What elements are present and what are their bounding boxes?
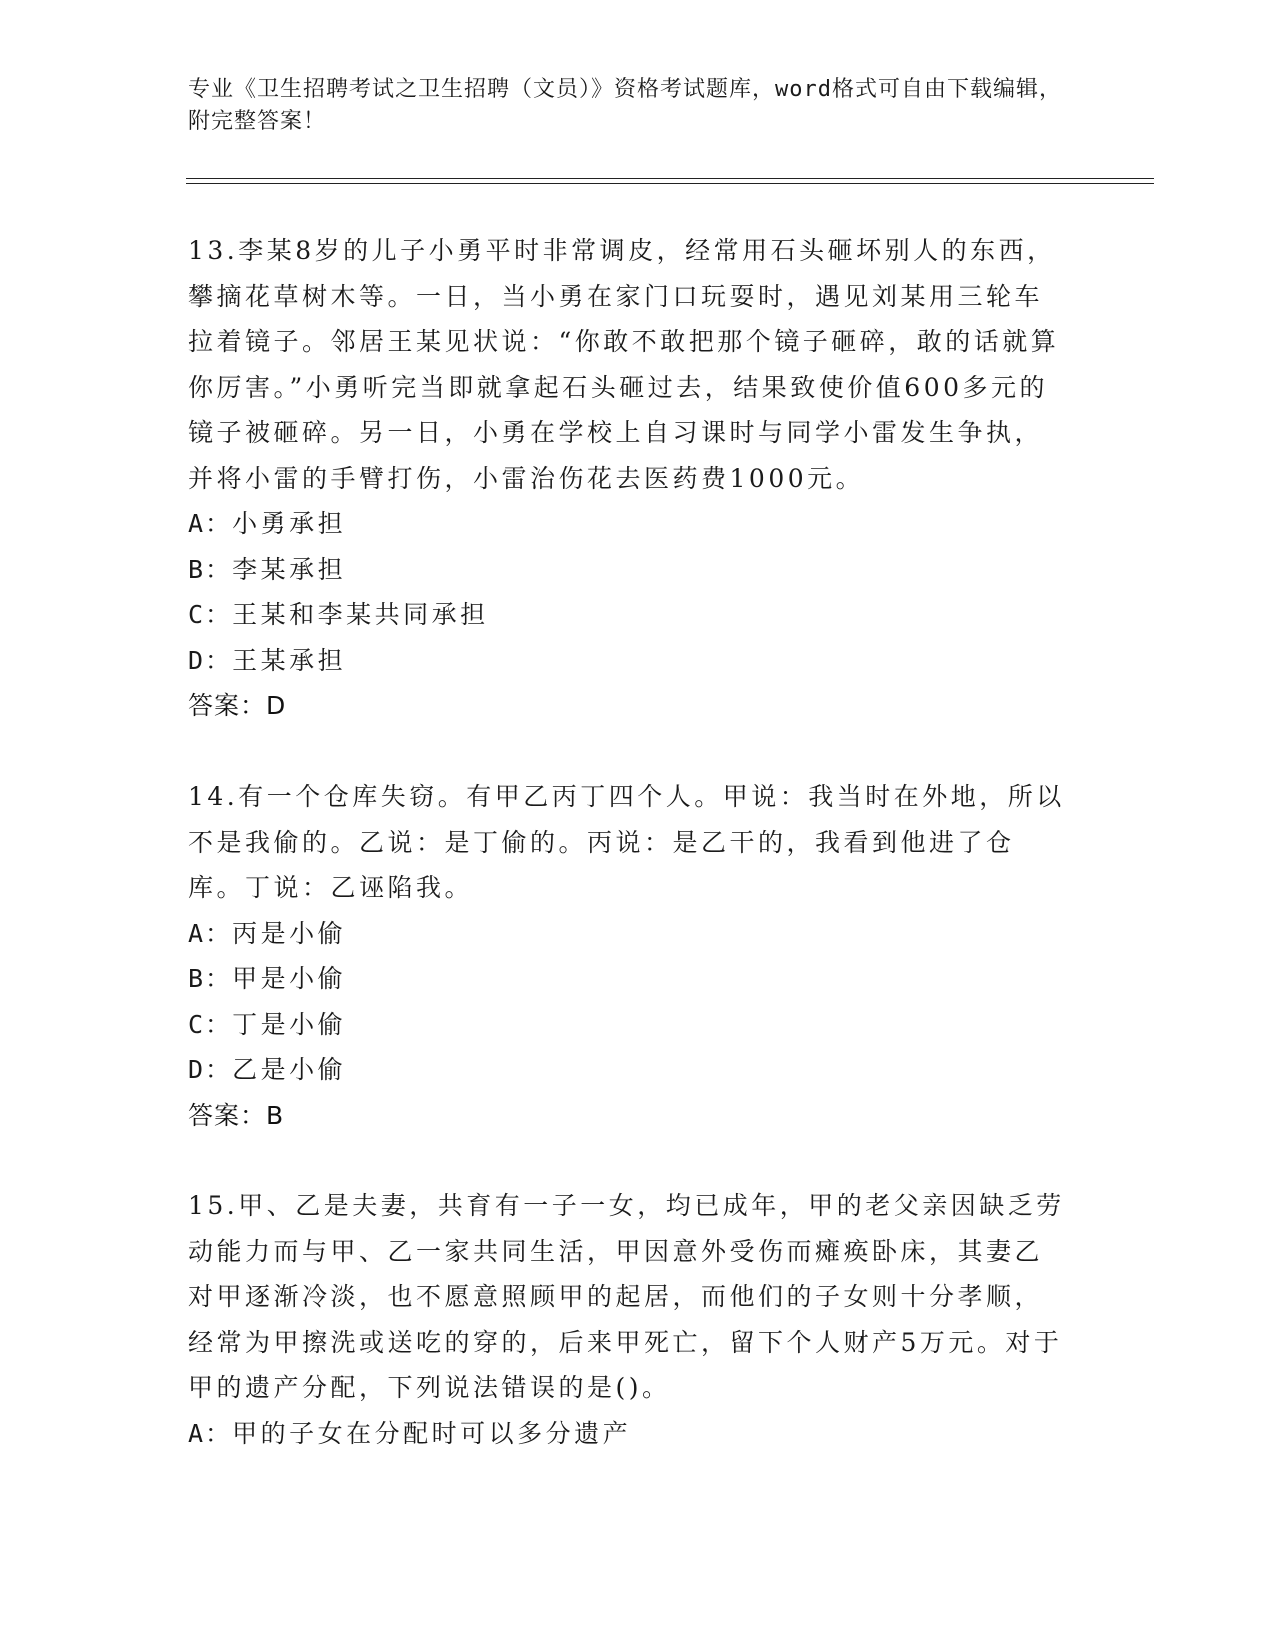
option-text: 丙是小偷 [232, 918, 347, 948]
question-14 [188, 774, 1068, 1138]
option-key: B： [188, 964, 233, 993]
answer-line: 答案：D [188, 691, 287, 720]
option-d [188, 638, 1068, 684]
option-a [188, 911, 1068, 957]
option-key: B： [188, 554, 233, 584]
question-13 [188, 228, 1068, 729]
question-stem: 13.李某8岁的儿子小勇平时非常调皮，经常用石头砸坏别人的东西，攀摘花草树木等。一日，当小勇在家门口玩耍时，遇见刘某用三轮车拉着镜子。邻居王某见状说：“你敢不敢把那个镜子砸碎，敢的话就算你厉害。”小勇听完当即就拿起石头砸过去，结果致使价值600多元的镜子被砸碎。另一日，小勇在学校上自习课时与同学小雷发生争执，并将小雷的手臂打伤，小雷治伤花去医药费1000元。 [188, 236, 1060, 493]
option-key: C： [188, 600, 233, 629]
option-key: A： [188, 509, 233, 538]
option-text: 李某承担 [232, 554, 347, 584]
option-text: 甲的子女在分配时可以多分遗产 [232, 1418, 632, 1448]
answer-line: 答案：B [188, 1100, 285, 1130]
header-divider [186, 178, 1154, 184]
option-key: D： [188, 1055, 233, 1084]
option-b [188, 956, 1068, 1002]
option-b [188, 547, 1068, 593]
option-c [188, 592, 1068, 638]
option-text: 甲是小偷 [232, 964, 347, 993]
option-key: D： [188, 645, 233, 675]
question-stem: 15.甲、乙是夫妻，共育有一子一女，均已成年，甲的老父亲因缺乏劳动能力而与甲、乙一家共同生活，甲因意外受伤而瘫痪卧床，其妻乙对甲逐渐冷淡，也不愿意照顾甲的起居，而他们的子女则十分孝顺，经常为甲擦洗或送吃的穿的，后来甲死亡，留下个人财产5万元。对于甲的遗产分配，下列说法错误的是()。 [188, 1191, 1065, 1402]
question-stem: 14.有一个仓库失窃。有甲乙丙丁四个人。甲说：我当时在外地，所以不是我偷的。乙说：是丁偷的。丙说：是乙干的，我看到他进了仓库。丁说：乙诬陷我。 [188, 782, 1065, 902]
document-header: 专业《卫生招聘考试之卫生招聘（文员）》资格考试题库，word格式可自由下载编辑，附完整答案！ [188, 77, 1062, 134]
option-a [188, 501, 1068, 547]
option-text: 王某承担 [232, 645, 347, 675]
option-a [188, 1411, 1068, 1457]
option-text: 丁是小偷 [232, 1009, 347, 1039]
option-text: 王某和李某共同承担 [232, 600, 489, 629]
option-key: C： [188, 1009, 233, 1039]
option-text: 乙是小偷 [232, 1055, 347, 1084]
option-key: A： [188, 1418, 233, 1448]
option-d [188, 1047, 1068, 1093]
option-c [188, 1002, 1068, 1048]
option-text: 小勇承担 [232, 509, 347, 538]
option-key: A： [188, 918, 233, 948]
question-15 [188, 1183, 1068, 1456]
